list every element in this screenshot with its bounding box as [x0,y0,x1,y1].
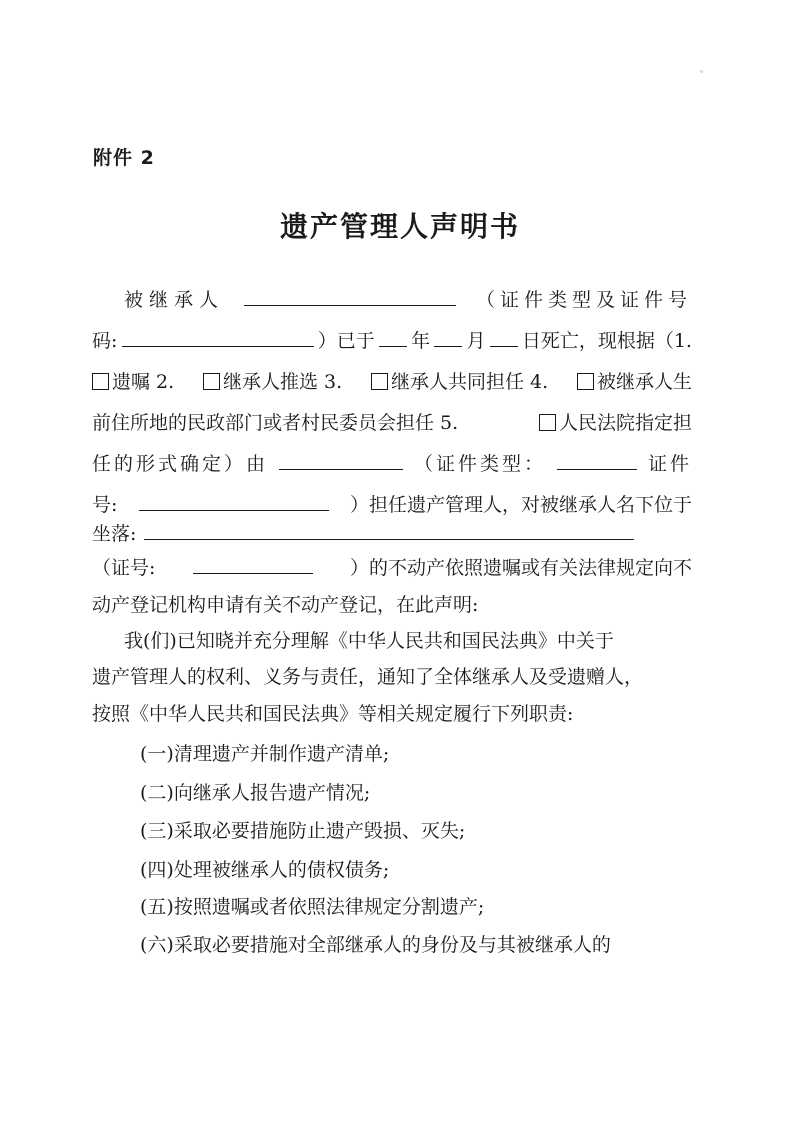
scan-speck [700,70,703,73]
option-heir-election-label: 继承人推选 3. [222,371,343,393]
manager-number-blank[interactable] [139,488,329,511]
manager-id-type-label: （证件类型： [413,453,546,475]
paragraph-line-8 [92,551,692,585]
determined-by-label: 任的形式确定）由 [92,453,269,475]
heir-election-checkbox[interactable] [203,373,220,390]
paragraph2-line-1 [124,624,692,658]
paragraph-line-9 [92,588,692,622]
paragraph-line-5 [92,447,692,481]
died-basis-label: 日死亡，现根据（1. [521,330,692,352]
paragraph2-text-1: 我(们)已知晓并充分理解《中华人民共和国民法典》中关于 [124,630,614,652]
paragraph-line-7 [92,517,692,551]
paragraph-line-4 [92,406,692,440]
death-day-blank[interactable] [490,324,518,347]
declaration-intro: 动产登记机构申请有关不动产登记，在此声明: [92,594,479,616]
id-number-blank[interactable] [122,324,314,347]
certificate-number-blank[interactable] [193,551,313,574]
death-year-blank[interactable] [379,324,407,347]
month-label: 月 [466,330,486,352]
id-type-label: （证件类型及证件号 [475,289,692,311]
option-will-label: 遗嘱 2. [112,371,175,393]
serves-as-manager-label: ）担任遗产管理人，对被继承人名下位于 [349,494,692,516]
will-checkbox[interactable] [92,373,109,390]
died-on-label: ）已于 [317,330,375,352]
duty-item-3: (三)采取必要措施防止遗产毁损、灭失; [140,820,466,842]
location-label: 坐落: [92,523,137,545]
option-civil-affairs-continued: 前住所地的民政部门或者村民委员会担任 5. [92,412,459,434]
paragraph-line-2 [92,324,692,358]
duty-item-5: (五)按照遗嘱或者依照法律规定分割遗产; [140,896,485,918]
paragraph-line-3 [92,365,692,399]
death-month-blank[interactable] [434,324,462,347]
real-estate-apply-label: ）的不动产依照遗嘱或有关法律规定向不 [349,557,692,579]
paragraph2-text-2: 遗产管理人的权利、义务与责任，通知了全体继承人及受遗赠人， [92,666,644,688]
duty-item-2: (二)向继承人报告遗产情况; [140,782,371,804]
civil-affairs-checkbox[interactable] [577,373,594,390]
paragraph2-text-3: 按照《中华人民共和国民法典》等相关规定履行下列职责: [92,703,574,725]
duty-item-6: (六)采取必要措施对全部继承人的身份及与其被继承人的 [140,934,611,956]
manager-id-type-blank[interactable] [557,447,637,470]
manager-id-label: 证件 [647,453,692,475]
document-title: 遗产管理人声明书 [279,210,520,243]
court-appointed-checkbox[interactable] [539,414,556,431]
attachment-label: 附件 2 [93,147,155,169]
location-blank[interactable] [144,517,634,540]
paragraph-line-1 [124,283,692,317]
option-heirs-joint-label: 继承人共同担任 4. [390,371,549,393]
duty-item-1: (一)清理遗产并制作遗产清单; [140,743,390,765]
duty-item-4: (四)处理被继承人的债权债务; [140,859,390,881]
year-label: 年 [411,330,431,352]
paragraph2-line-3 [92,697,692,731]
option-civil-affairs-label: 被继承人生 [596,371,692,393]
option-court-label: 人民法院指定担 [558,412,692,434]
certificate-number-label: （证号: [92,557,156,579]
paragraph2-line-2 [92,660,692,694]
heirs-joint-checkbox[interactable] [371,373,388,390]
id-number-label: 码: [92,330,118,352]
deceased-name-blank[interactable] [244,283,456,306]
deceased-label: 被继承人 [124,289,225,311]
manager-number-label: 号: [92,494,118,516]
manager-name-blank[interactable] [279,447,403,470]
